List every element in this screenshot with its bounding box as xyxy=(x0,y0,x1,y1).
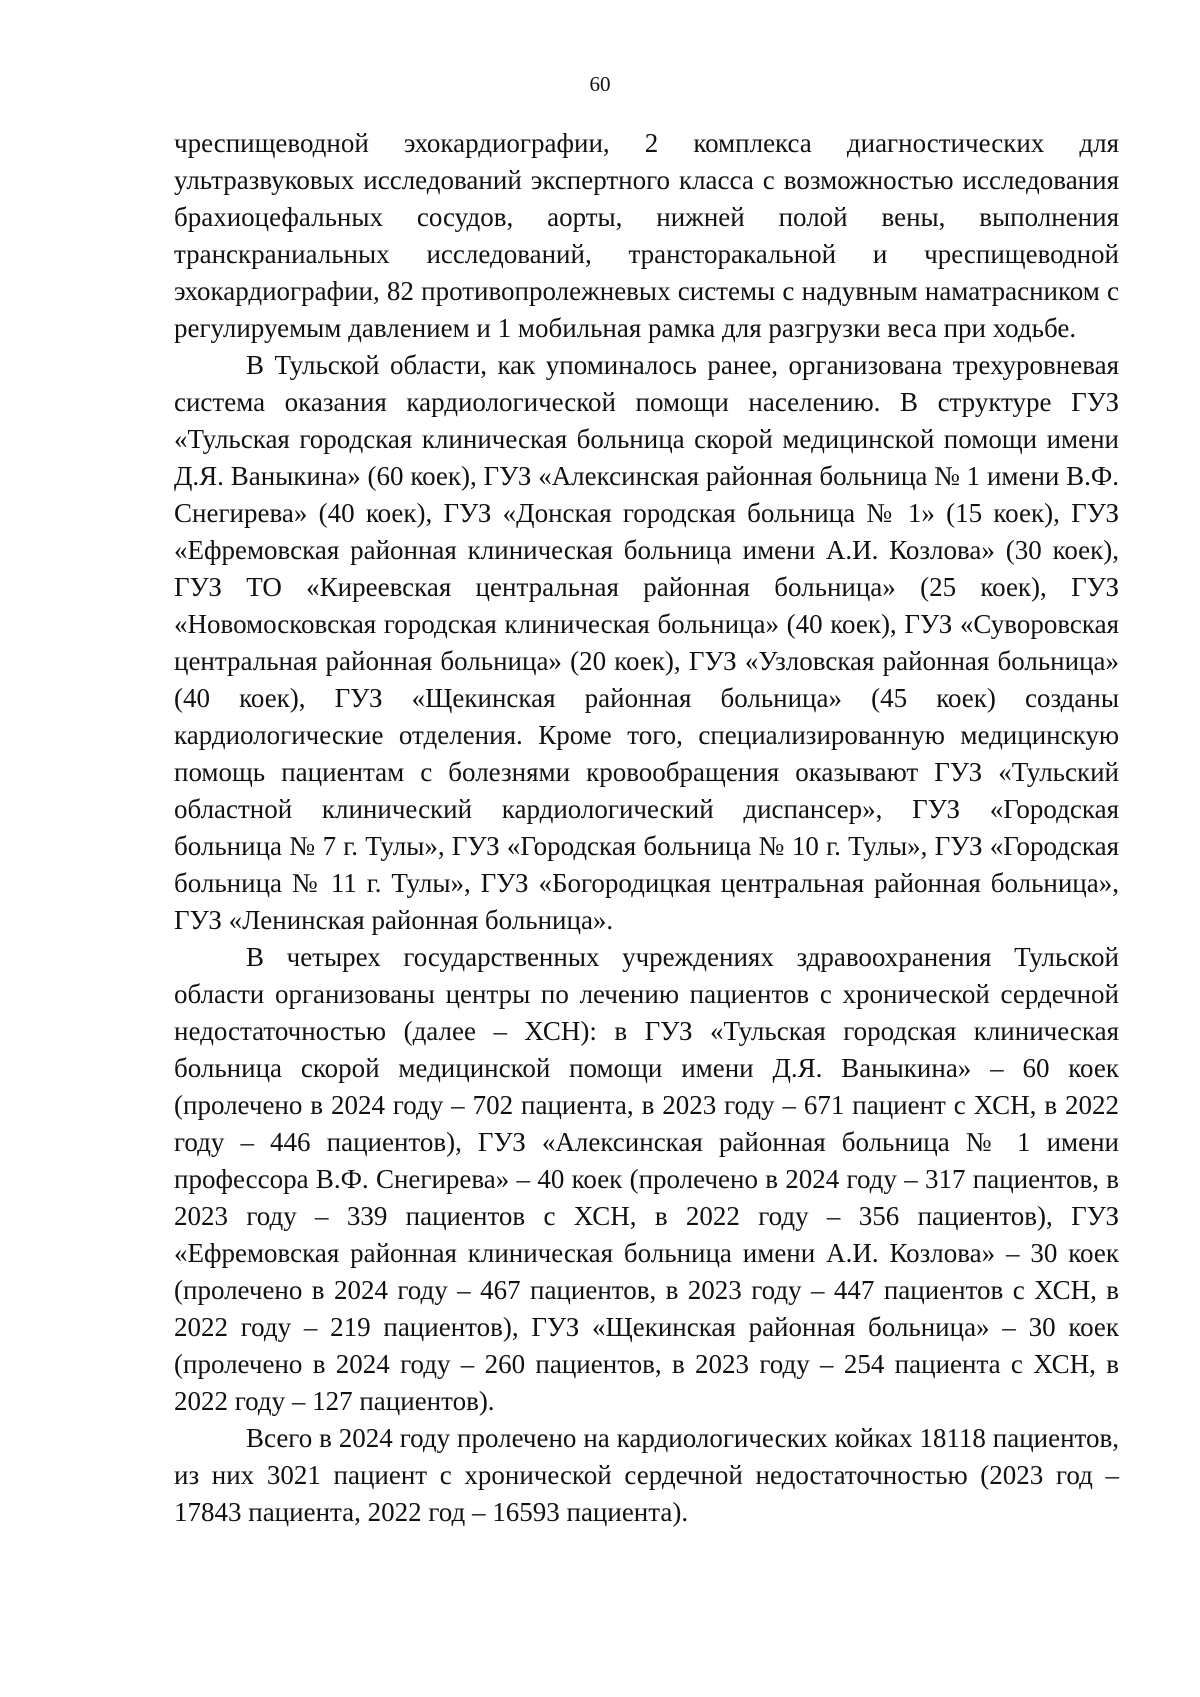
paragraph-equipment-continuation: чреспищеводной эхокардиографии, 2 комплекса диагностических для ультразвуковых исследований экспертного класса с возможностью исследования брахиоцефальных сосудов, аорты, нижней полой вены, выполнения транскраниальных исследований, трансторакальной и чреспищеводной эхокардиографии, 82 противопролежневых системы с надувным наматрасником с регулируемым давлением и 1 мобильная рамка для разгрузки веса при ходьбе. xyxy=(174,128,1119,343)
paragraph-treatment-totals: Всего в 2024 году пролечено на кардиологических койках 18118 пациентов, из них 3021 пациент с хронической сердечной недостаточностью (2023 год – 17843 пациента, 2022 год – 16593 пациента). xyxy=(174,1423,1119,1527)
document-body xyxy=(174,125,1119,1531)
page-number: 60 xyxy=(589,72,611,96)
paragraph-cardiology-system: В Тульской области, как упоминалось ранее, организована трехуровневая система оказания кардиологической помощи населению. В структуре ГУЗ «Тульская городская клиническая больница скорой медицинской помощи имени Д.Я. Ваныкина» (60 коек), ГУЗ «Алексинская районная больница № 1 имени В.Ф. Снегирева» (40 коек), ГУЗ «Донская городская больница № 1» (15 коек), ГУЗ «Ефремовская районная клиническая больница имени А.И. Козлова» (30 коек), ГУЗ ТО «Киреевская центральная районная больница» (25 коек), ГУЗ «Новомосковская городская клиническая больница» (40 коек), ГУЗ «Суворовская центральная районная больница» (20 коек), ГУЗ «Узловская районная больница» (40 коек), ГУЗ «Щекинская районная больница» (45 коек) созданы кардиологические отделения. Кроме того, специализированную медицинскую помощь пациентам с болезнями кровообращения оказывают ГУЗ «Тульский областной клинический кардиологический диспансер», ГУЗ «Городская больница № 7 г. Тулы», ГУЗ «Городская больница № 10 г. Тулы», ГУЗ «Городская больница № 11 г. Тулы», ГУЗ «Богородицкая центральная районная больница», ГУЗ «Ленинская районная больница». xyxy=(174,350,1119,935)
paragraph-heart-failure-centers: В четырех государственных учреждениях здравоохранения Тульской области организованы центры по лечению пациентов с хронической сердечной недостаточностью (далее – ХСН): в ГУЗ «Тульская городская клиническая больница скорой медицинской помощи имени Д.Я. Ваныкина» – 60 коек (пролечено в 2024 году – 702 пациента, в 2023 году – 671 пациент с ХСН, в 2022 году – 446 пациентов), ГУЗ «Алексинская районная больница № 1 имени профессора В.Ф. Снегирева» – 40 коек (пролечено в 2024 году – 317 пациентов, в 2023 году – 339 пациентов с ХСН, в 2022 году – 356 пациентов), ГУЗ «Ефремовская районная клиническая больница имени А.И. Козлова» – 30 коек (пролечено в 2024 году – 467 пациентов, в 2023 году – 447 пациентов с ХСН, в 2022 году – 219 пациентов), ГУЗ «Щекинская районная больница» – 30 коек (пролечено в 2024 году – 260 пациентов, в 2023 году – 254 пациента с ХСН, в 2022 году – 127 пациентов). xyxy=(174,942,1119,1416)
